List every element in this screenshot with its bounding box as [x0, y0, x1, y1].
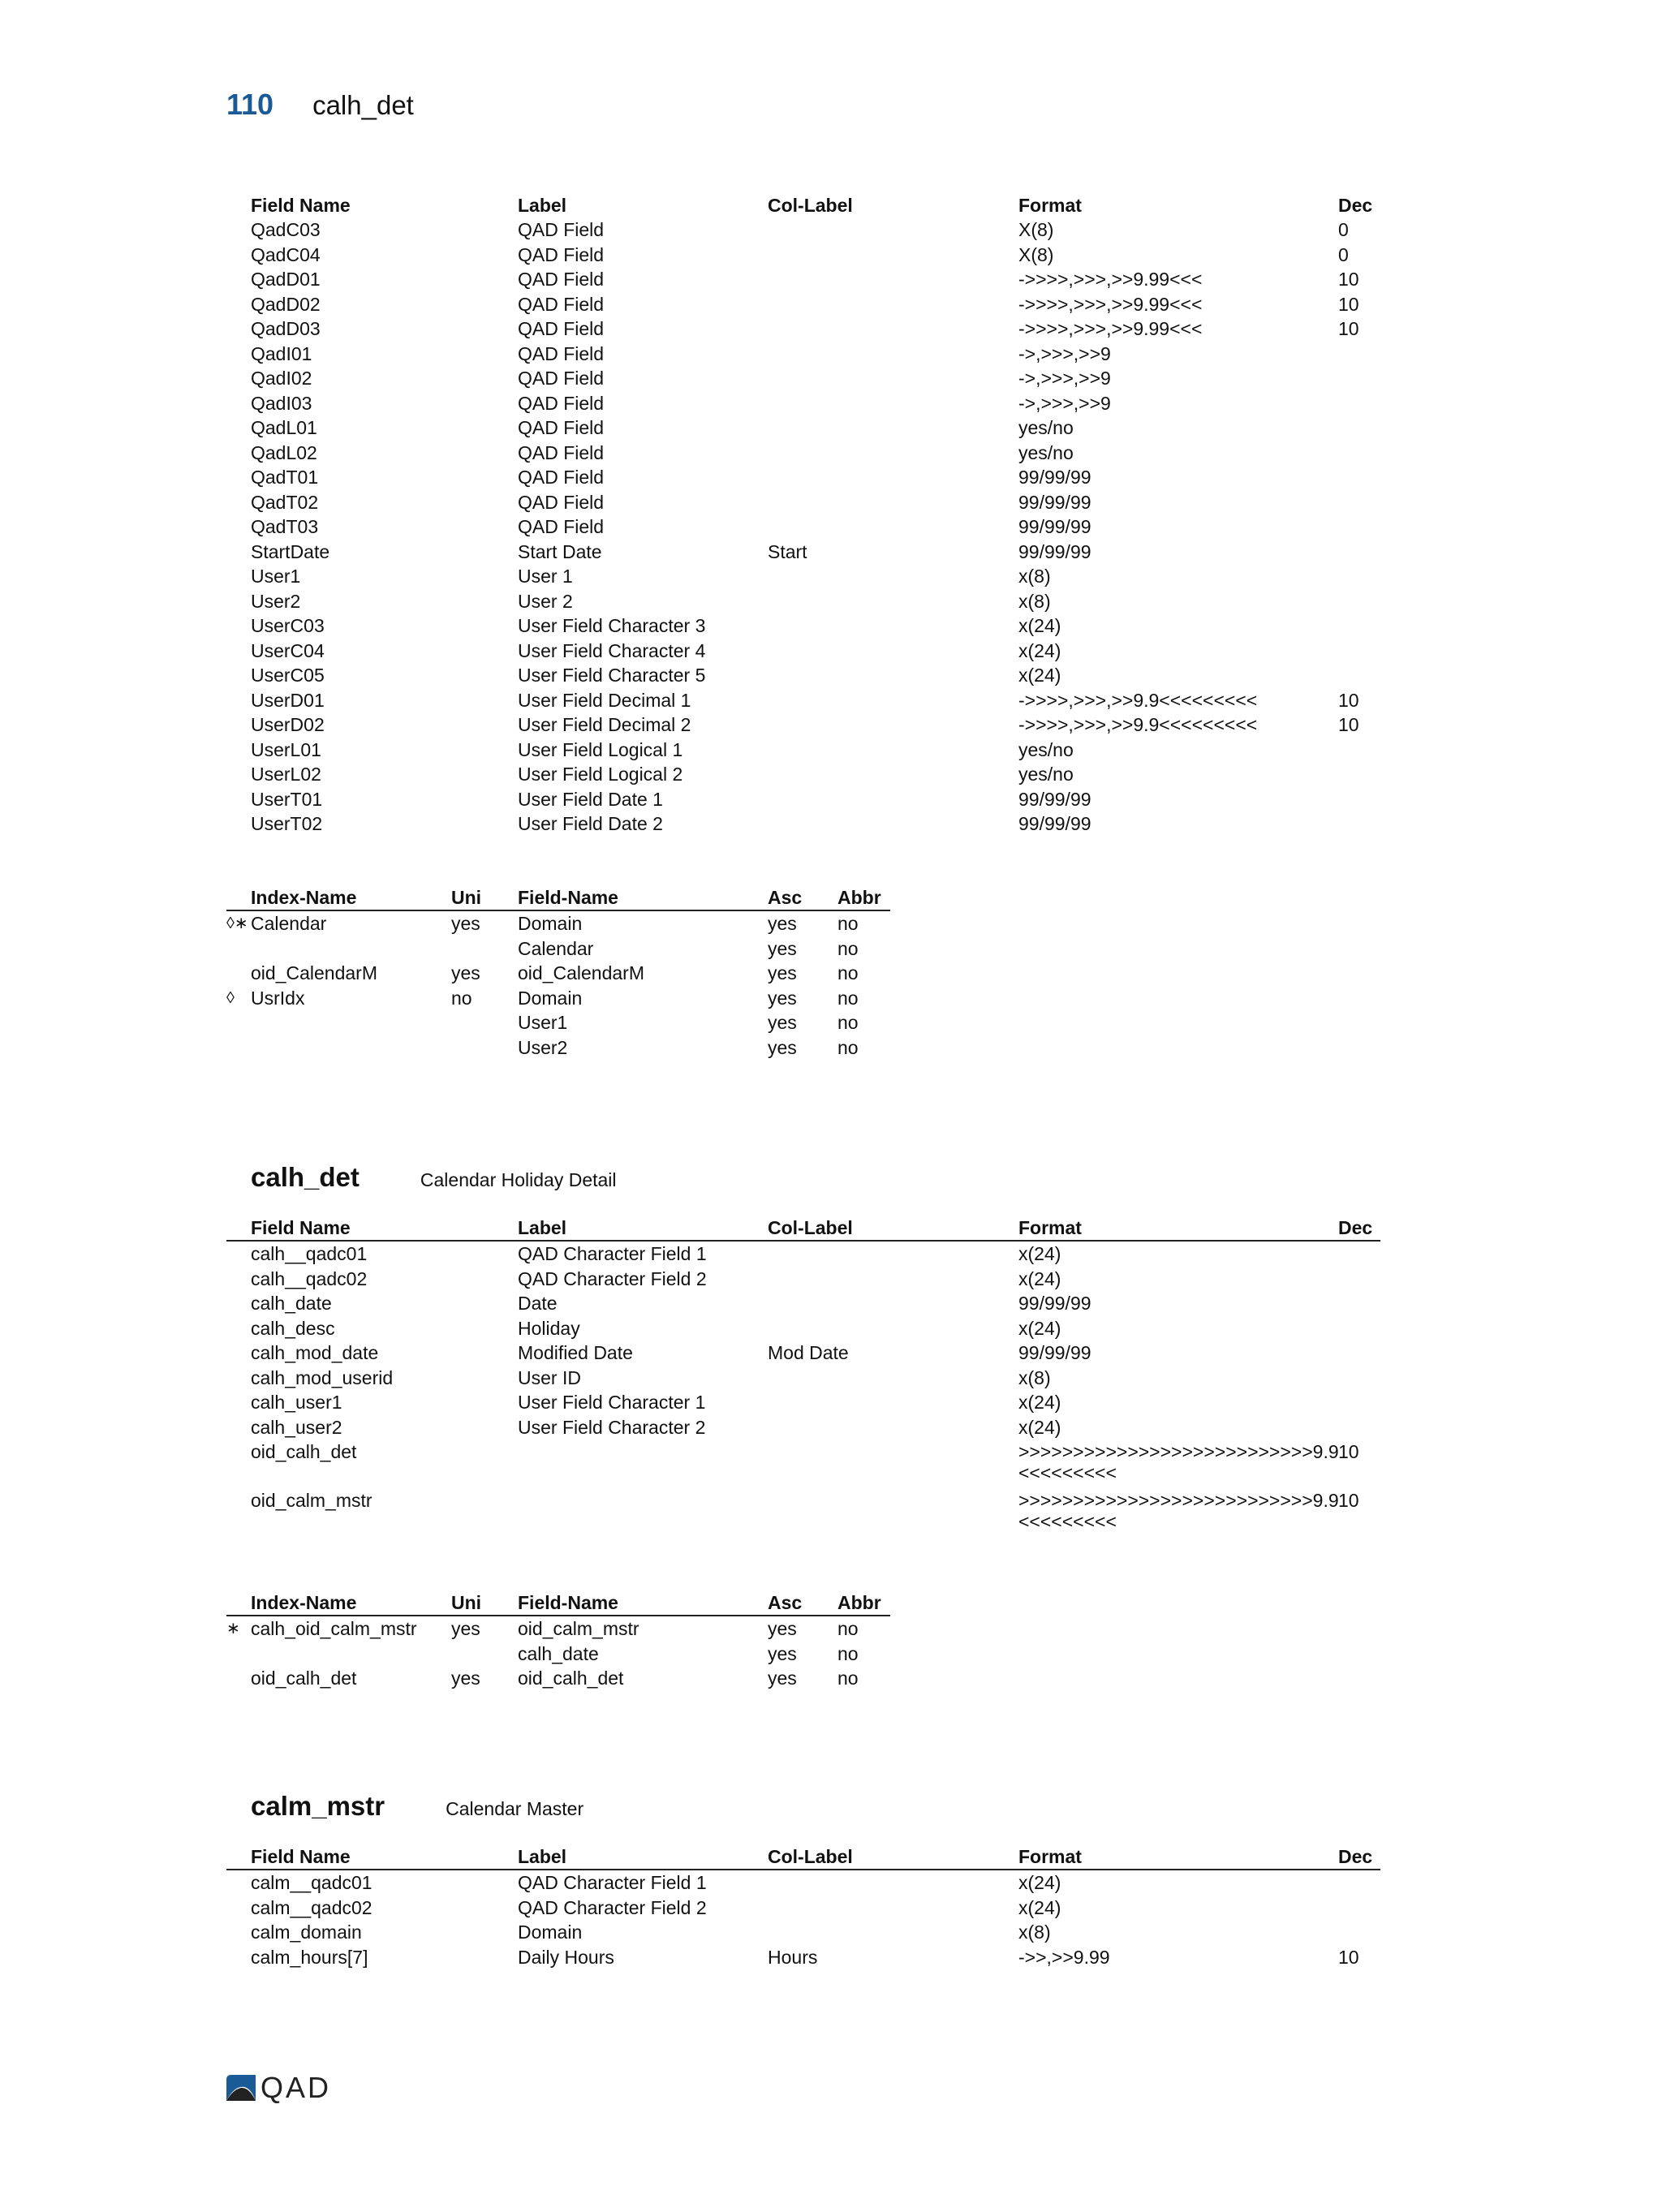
cell-field-name: User1	[518, 1012, 568, 1033]
cell-label: User 2	[518, 590, 573, 612]
field-table-calm-mstr	[226, 1844, 1380, 1969]
cell-field-name: calm__qadc01	[251, 1872, 372, 1893]
cell-dec: 10	[1338, 1441, 1359, 1462]
cell-format: x(24)	[1018, 1416, 1061, 1438]
table-header	[226, 1844, 1380, 1870]
footer-logo	[225, 2071, 331, 2105]
cell-format: 99/99/99	[1018, 540, 1091, 562]
cell-format: x(24)	[1018, 1317, 1061, 1339]
cell-label: QAD Field	[518, 368, 605, 389]
cell-format: X(8)	[1018, 243, 1054, 265]
header-field-name: Field Name	[251, 1846, 351, 1867]
cell-abbr: no	[837, 1036, 859, 1058]
header-label: Label	[518, 1846, 567, 1867]
cell-field-name: QadI02	[251, 368, 312, 389]
cell-field-name: oid_CalendarM	[518, 962, 644, 983]
cell-format: 99/99/99	[1018, 467, 1091, 488]
index-row	[226, 911, 890, 936]
cell-format: ->>>>,>>>,>>9.99<<<	[1018, 293, 1203, 315]
cell-index-name: calh_oid_calm_mstr	[251, 1618, 417, 1639]
cell-field-name: calh_date	[518, 1642, 599, 1664]
cell-field-name: calh_mod_date	[251, 1342, 379, 1363]
cell-label: User Field Character 1	[518, 1392, 706, 1413]
index-body	[226, 911, 890, 1060]
cell-format: 99/99/99	[1018, 788, 1091, 810]
table-row	[226, 1341, 1380, 1366]
header-format: Format	[1018, 1846, 1082, 1867]
table-row	[226, 1920, 1380, 1945]
cell-label: User Field Date 1	[518, 788, 663, 810]
cell-field-name: UserT02	[251, 813, 323, 834]
cell-dec: 0	[1338, 243, 1349, 265]
table-row	[226, 1440, 1380, 1488]
cell-label: QAD Field	[518, 243, 605, 265]
table-name: calh_det	[251, 1162, 360, 1192]
cell-field-name: Domain	[518, 987, 583, 1009]
cell-asc: yes	[768, 987, 797, 1009]
cell-format: ->>>>,>>>,>>9.9<<<<<<<<<	[1018, 714, 1258, 735]
cell-field-name: User2	[518, 1036, 568, 1058]
cell-label: Daily Hours	[518, 1946, 614, 1968]
cell-abbr: no	[837, 937, 859, 959]
cell-format: ->>>>,>>>,>>9.9<<<<<<<<<	[1018, 689, 1258, 711]
table-row	[226, 1896, 1380, 1921]
header-index-name: Index-Name	[251, 1592, 357, 1613]
cell-label: QAD Field	[518, 269, 605, 290]
cell-label: Start Date	[518, 540, 602, 562]
index-row	[226, 986, 890, 1011]
index-marker: ◊∗	[226, 914, 248, 932]
cell-abbr: no	[837, 1012, 859, 1033]
cell-label: QAD Field	[518, 293, 605, 315]
cell-label: User Field Character 2	[518, 1416, 706, 1438]
index-marker: ◊	[226, 988, 235, 1007]
table-row	[226, 1366, 1380, 1391]
cell-format: x(24)	[1018, 615, 1061, 636]
cell-col-label: Mod Date	[768, 1342, 849, 1363]
cell-uni: yes	[451, 1618, 480, 1639]
cell-label: QAD Field	[518, 491, 605, 513]
cell-field-name: QadT02	[251, 491, 319, 513]
cell-format: x(24)	[1018, 1896, 1061, 1918]
cell-asc: yes	[768, 962, 797, 983]
cell-field-name: QadI01	[251, 342, 312, 364]
index-row	[226, 1642, 890, 1667]
section-heading-calm-mstr	[251, 1791, 583, 1822]
cell-field-name: oid_calh_det	[518, 1668, 624, 1689]
cell-field-name: Domain	[518, 913, 583, 934]
cell-format: 99/99/99	[1018, 491, 1091, 513]
cell-dec: 10	[1338, 1490, 1359, 1511]
cell-index-name: UsrIdx	[251, 987, 305, 1009]
cell-field-name: StartDate	[251, 540, 330, 562]
cell-format: yes/no	[1018, 738, 1074, 760]
cell-label: User ID	[518, 1366, 581, 1388]
table-row	[226, 1267, 1380, 1292]
cell-label: User Field Decimal 2	[518, 714, 691, 735]
cell-format: ->>>>,>>>,>>9.99<<<	[1018, 269, 1203, 290]
cell-field-name: QadT03	[251, 516, 319, 537]
header-format: Format	[1018, 1217, 1082, 1238]
cell-field-name: QadD03	[251, 318, 321, 339]
index-header	[226, 1590, 890, 1616]
cell-field-name: User1	[251, 566, 301, 587]
header-uni: Uni	[451, 887, 482, 908]
cell-format: 99/99/99	[1018, 1293, 1091, 1314]
cell-label: QAD Field	[518, 219, 605, 240]
header-col-label: Col-Label	[768, 1217, 853, 1238]
header-label: Label	[518, 195, 567, 216]
cell-dec: 10	[1338, 269, 1359, 290]
cell-label: User Field Date 2	[518, 813, 663, 834]
cell-label: QAD Character Field 1	[518, 1872, 707, 1893]
cell-format: x(24)	[1018, 1392, 1061, 1413]
header-field-name: Field-Name	[518, 1592, 618, 1613]
index-row	[226, 961, 890, 986]
index-row	[226, 1035, 890, 1061]
cell-field-name: QadT01	[251, 467, 319, 488]
table-row	[226, 1488, 1380, 1537]
cell-field-name: UserT01	[251, 788, 323, 810]
cell-format: ->>>>,>>>,>>9.99<<<	[1018, 318, 1203, 339]
cell-index-name: oid_CalendarM	[251, 962, 377, 983]
header-dec: Dec	[1338, 195, 1373, 216]
cell-uni: no	[451, 987, 472, 1009]
header-col-label: Col-Label	[768, 195, 853, 216]
header-asc: Asc	[768, 1592, 803, 1613]
header-asc: Asc	[768, 887, 803, 908]
section-heading-calh-det	[251, 1162, 617, 1193]
header-format: Format	[1018, 195, 1082, 216]
cell-uni: yes	[451, 913, 480, 934]
cell-abbr: no	[837, 1642, 859, 1664]
cell-field-name: UserD02	[251, 714, 325, 735]
table-body	[226, 1870, 1380, 1969]
table-body	[226, 1242, 1380, 1440]
header-uni: Uni	[451, 1592, 482, 1613]
table-description: Calendar Holiday Detail	[420, 1169, 617, 1190]
cell-field-name: calm_domain	[251, 1922, 362, 1943]
cell-dec: 10	[1338, 293, 1359, 315]
cell-dec: 10	[1338, 1946, 1359, 1968]
index-table-calh-det	[226, 1590, 890, 1691]
header-label: Label	[518, 1217, 567, 1238]
page-header	[226, 88, 414, 128]
cell-asc: yes	[768, 1012, 797, 1033]
cell-field-name: UserD01	[251, 689, 325, 711]
cell-field-name: User2	[251, 590, 301, 612]
cell-format: yes/no	[1018, 764, 1074, 785]
cell-uni: yes	[451, 1668, 480, 1689]
cell-format: x(24)	[1018, 665, 1061, 686]
cell-format: ->>,>>9.99	[1018, 1946, 1110, 1968]
cell-format: 99/99/99	[1018, 813, 1091, 834]
cell-index-name: oid_calh_det	[251, 1668, 357, 1689]
cell-format: X(8)	[1018, 219, 1054, 240]
index-row	[226, 936, 890, 962]
cell-label: QAD Character Field 1	[518, 1243, 707, 1264]
cell-dec: 0	[1338, 219, 1349, 240]
header-abbr: Abbr	[837, 1592, 881, 1613]
cell-label: QAD Field	[518, 467, 605, 488]
cell-field-name: oid_calm_mstr	[251, 1490, 372, 1511]
cell-format: yes/no	[1018, 417, 1074, 438]
cell-field-name: Calendar	[518, 937, 594, 959]
cell-format: ->,>>>,>>9	[1018, 342, 1111, 364]
cell-format: yes/no	[1018, 441, 1074, 463]
cell-label: QAD Field	[518, 417, 605, 438]
cell-format: x(8)	[1018, 590, 1051, 612]
field-table-calh-det	[226, 1216, 1380, 1537]
cell-field-name: UserL01	[251, 738, 321, 760]
cell-field-name: calh_user2	[251, 1416, 342, 1438]
cell-dec: 10	[1338, 714, 1359, 735]
logo-text: QAD	[260, 2071, 332, 2104]
cell-field-name: calm__qadc02	[251, 1896, 372, 1918]
cell-field-name: calh_user1	[251, 1392, 342, 1413]
cell-label: User Field Character 3	[518, 615, 706, 636]
cell-asc: yes	[768, 913, 797, 934]
index-marker: ∗	[226, 1620, 240, 1637]
cell-abbr: no	[837, 1618, 859, 1639]
cell-label: Date	[518, 1293, 558, 1314]
cell-format: ->,>>>,>>9	[1018, 368, 1111, 389]
cell-asc: yes	[768, 1668, 797, 1689]
page-title: calh_det	[312, 90, 414, 120]
cell-label: User Field Logical 2	[518, 764, 683, 785]
page-number: 110	[226, 88, 274, 121]
cell-col-label: Hours	[768, 1946, 818, 1968]
cell-label: User Field Decimal 1	[518, 689, 691, 711]
header-index-name: Index-Name	[251, 887, 357, 908]
cell-label: QAD Character Field 2	[518, 1896, 707, 1918]
cell-field-name: QadC03	[251, 219, 321, 240]
cell-label: Modified Date	[518, 1342, 633, 1363]
table-row	[226, 1390, 1380, 1415]
header-dec: Dec	[1338, 1217, 1373, 1238]
cell-asc: yes	[768, 937, 797, 959]
table-header	[226, 1216, 1380, 1242]
table-row	[226, 1415, 1380, 1440]
cell-field-name: UserC03	[251, 615, 325, 636]
cell-label: QAD Field	[518, 516, 605, 537]
cell-asc: yes	[768, 1618, 797, 1639]
cell-format: 99/99/99	[1018, 516, 1091, 537]
cell-field-name: oid_calm_mstr	[518, 1618, 639, 1639]
table-row	[226, 1945, 1380, 1970]
cell-field-name: oid_calh_det	[251, 1441, 357, 1462]
qad-logo-icon	[225, 2073, 257, 2102]
cell-dec: 10	[1338, 318, 1359, 339]
cell-label: QAD Field	[518, 392, 605, 414]
cell-format: x(24)	[1018, 1267, 1061, 1289]
cell-field-name: QadL01	[251, 417, 317, 438]
header-field-name: Field Name	[251, 1217, 351, 1238]
table-row	[226, 1870, 1380, 1896]
table-body-wrapped	[226, 1440, 1380, 1537]
header-col-label: Col-Label	[768, 1846, 853, 1867]
index-header	[226, 885, 890, 911]
cell-format: >>>>>>>>>>>>>>>>>>>>>>>>>>>9.9<<<<<<<<<	[1018, 1441, 1339, 1483]
cell-field-name: QadL02	[251, 441, 317, 463]
table-description: Calendar Master	[446, 1798, 584, 1819]
cell-field-name: calh__qadc01	[251, 1243, 368, 1264]
cell-asc: yes	[768, 1642, 797, 1664]
cell-label: User 1	[518, 566, 573, 587]
cell-format: x(24)	[1018, 1872, 1061, 1893]
table-row	[226, 1242, 1380, 1267]
cell-label: QAD Field	[518, 342, 605, 364]
cell-format: x(24)	[1018, 639, 1061, 661]
cell-label: User Field Character 4	[518, 639, 706, 661]
header-field-name: Field Name	[251, 195, 351, 216]
cell-field-name: QadC04	[251, 243, 321, 265]
cell-field-name: QadD01	[251, 269, 321, 290]
cell-format: x(8)	[1018, 1366, 1051, 1388]
cell-format: x(24)	[1018, 1243, 1061, 1264]
cell-label: Domain	[518, 1922, 583, 1943]
cell-field-name: UserC04	[251, 639, 325, 661]
header-dec: Dec	[1338, 1846, 1373, 1867]
cell-label: User Field Character 5	[518, 665, 706, 686]
cell-abbr: no	[837, 962, 859, 983]
index-table-continued	[226, 885, 890, 1060]
cell-abbr: no	[837, 913, 859, 934]
cell-field-name: UserL02	[251, 764, 321, 785]
cell-label: User Field Logical 1	[518, 738, 683, 760]
cell-label: QAD Field	[518, 318, 605, 339]
cell-field-name: QadD02	[251, 293, 321, 315]
index-row	[226, 1666, 890, 1691]
cell-field-name: QadI03	[251, 392, 312, 414]
cell-label: QAD Character Field 2	[518, 1267, 707, 1289]
cell-format: x(8)	[1018, 566, 1051, 587]
cell-field-name: calh__qadc02	[251, 1267, 368, 1289]
table-row	[226, 1316, 1380, 1341]
cell-format: x(8)	[1018, 1922, 1051, 1943]
cell-field-name: calh_date	[251, 1293, 332, 1314]
cell-label: Holiday	[518, 1317, 580, 1339]
cell-abbr: no	[837, 987, 859, 1009]
cell-format: >>>>>>>>>>>>>>>>>>>>>>>>>>>9.9<<<<<<<<<	[1018, 1490, 1339, 1532]
cell-field-name: UserC05	[251, 665, 325, 686]
cell-format: 99/99/99	[1018, 1342, 1091, 1363]
cell-label: QAD Field	[518, 441, 605, 463]
header-field-name: Field-Name	[518, 887, 618, 908]
cell-uni: yes	[451, 962, 480, 983]
cell-col-label: Start	[768, 540, 807, 562]
table-name: calm_mstr	[251, 1791, 385, 1821]
cell-field-name: calh_mod_userid	[251, 1366, 394, 1388]
cell-dec: 10	[1338, 689, 1359, 711]
index-row	[226, 1616, 890, 1642]
cell-abbr: no	[837, 1668, 859, 1689]
cell-field-name: calm_hours[7]	[251, 1946, 368, 1968]
cell-format: ->,>>>,>>9	[1018, 392, 1111, 414]
index-row	[226, 1010, 890, 1035]
index-body	[226, 1616, 890, 1691]
table-row	[226, 1291, 1380, 1316]
cell-index-name: Calendar	[251, 913, 327, 934]
cell-asc: yes	[768, 1036, 797, 1058]
header-abbr: Abbr	[837, 887, 881, 908]
cell-field-name: calh_desc	[251, 1317, 335, 1339]
